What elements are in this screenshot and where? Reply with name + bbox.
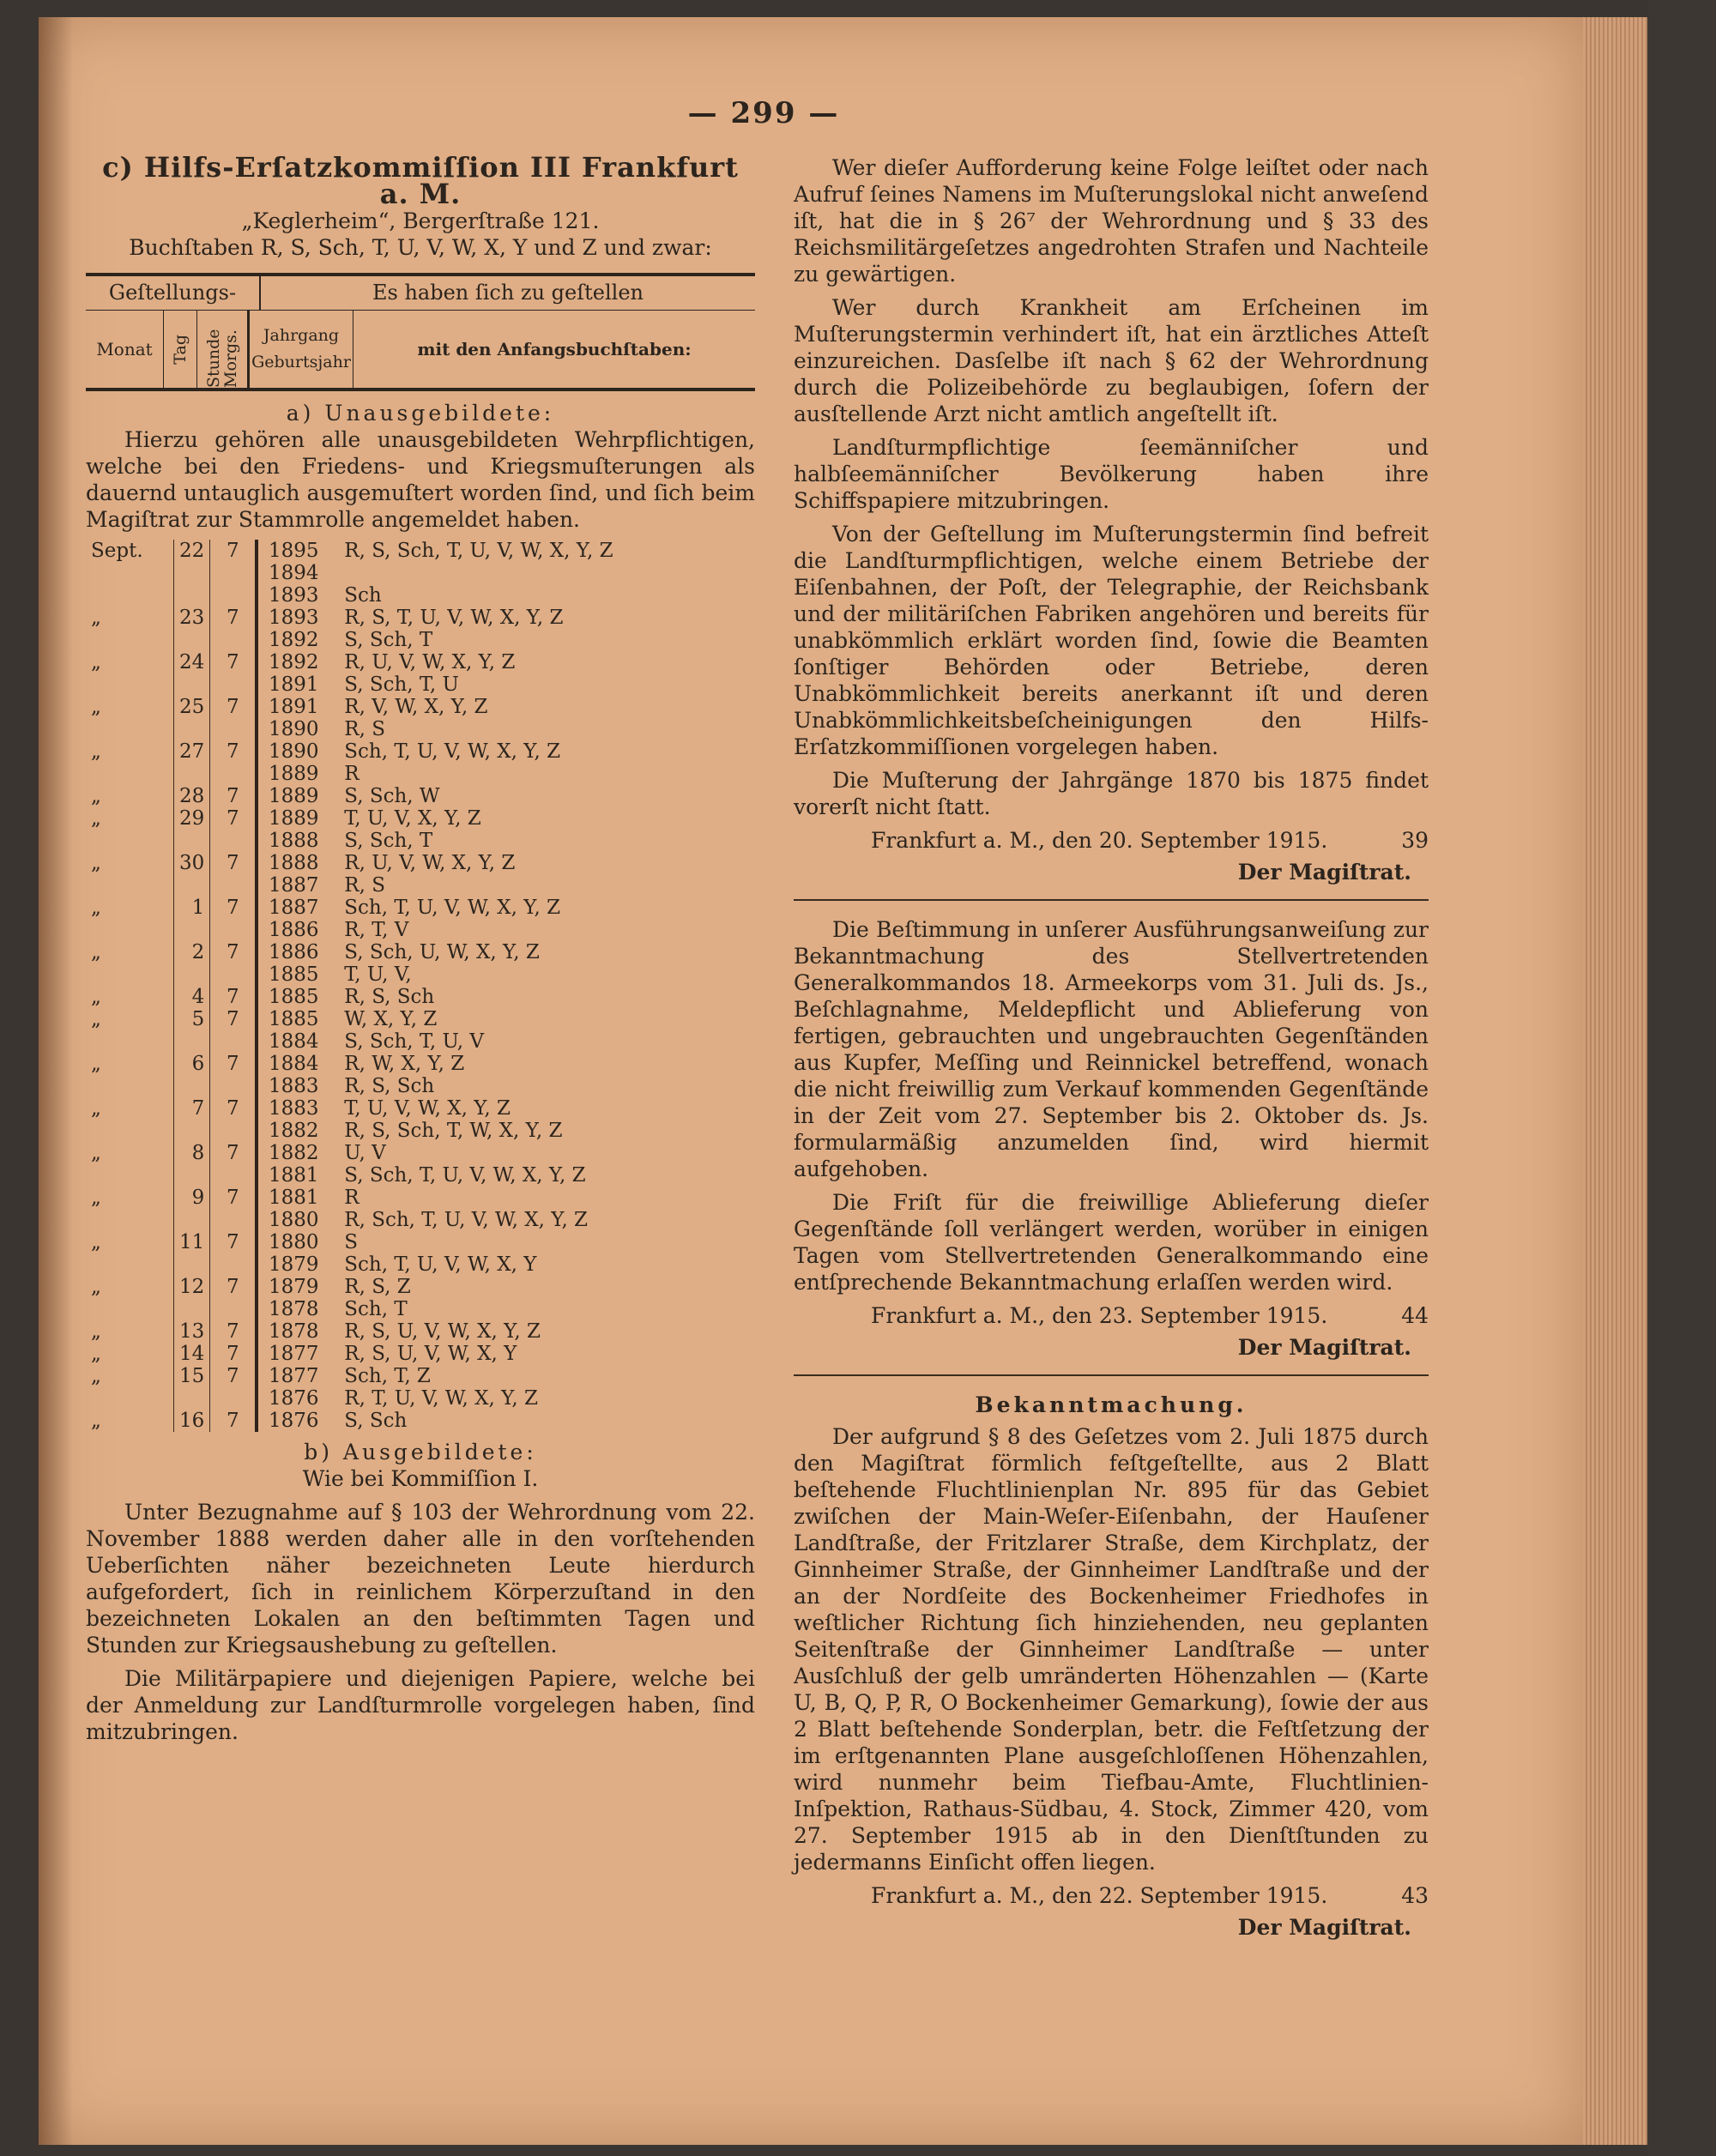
- row-letters: R, S, Sch, T, W, X, Y, Z: [344, 1120, 563, 1142]
- row-month: „: [91, 1053, 101, 1075]
- row-year: 1879: [269, 1253, 319, 1276]
- schedule-row: [86, 673, 619, 696]
- header-tag: Tag: [171, 334, 190, 365]
- row-hour: [210, 830, 257, 852]
- row-day: [174, 1387, 210, 1410]
- row-month: [86, 629, 174, 651]
- schedule-row: [86, 1276, 619, 1298]
- section-a-paragraph: Hierzu gehören alle unausgebildeten Wehrpflichtigen, welche bei den Friedens- und Kriegsmuſterungen als dauernd untauglich ausgemuſtert worden ſind, und ſich beim Magiſtrat zur Stammrolle angemeldet haben.: [86, 427, 755, 532]
- row-hour: 7: [210, 1097, 257, 1120]
- row-month: [86, 718, 174, 740]
- notice2-dateline: [794, 1302, 1429, 1329]
- row-hour: [210, 673, 257, 696]
- row-month: [86, 874, 174, 897]
- notice2-signature: Der Magiſtrat.: [1237, 1335, 1411, 1360]
- row-hour: 7: [210, 807, 257, 830]
- row-letters: R, U, V, W, X, Y, Z: [344, 852, 516, 874]
- row-day: 5: [174, 1008, 210, 1030]
- row-letters: R, W, X, Y, Z: [344, 1053, 465, 1075]
- row-hour: [210, 763, 257, 785]
- row-year: 1889: [269, 785, 319, 807]
- row-year: 1885: [269, 986, 319, 1008]
- row-hour: [210, 584, 257, 607]
- row-hour: [210, 919, 257, 941]
- commission-title: c) Hilfs-Erſatzkommiſſion III Frankfurt a. M.: [102, 151, 739, 210]
- row-month: „: [91, 740, 101, 763]
- section-b-subheading: Wie bei Kommiſſion I.: [302, 1466, 539, 1491]
- row-letters: R, S, Sch: [344, 986, 435, 1008]
- row-hour: 7: [210, 1008, 257, 1030]
- row-day: 12: [174, 1276, 210, 1298]
- header-es-haben: Es haben ſich zu geſtellen: [372, 281, 644, 305]
- row-day: 9: [174, 1187, 210, 1209]
- row-hour: 7: [210, 852, 257, 874]
- row-year: 1889: [269, 807, 319, 830]
- row-day: 1: [174, 897, 210, 919]
- row-day: 8: [174, 1142, 210, 1164]
- commission-location: „Keglerheim“, Bergerſtraße 121.: [241, 208, 600, 233]
- notice3-paragraph: Der aufgrund § 8 des Geſetzes vom 2. Juli 1875 durch den Magiſtrat förmlich feſtgeſtellte, aus 2 Blatt beſtehende Fluchtlinienplan Nr. 895 für das Gebiet zwiſchen der Main-Weſer-Eiſenbahn, der Hauſener Landſtraße, der Fritzlarer Straße, dem Kirchplatz, der Ginnheimer Straße, der Ginnheimer Landſtraße und der an der Nordſeite des Bockenheimer Friedhofes in weſtlicher Richtung ſich hinziehenden, neu geplanten Seitenſtraße der Ginnheimer Landſtraße — unter Ausſchluß der gelb umränderten Höhenzahlen — (Karte U, B, Q, P, R, O Bockenheimer Gemarkung), ſowie der aus 2 Blatt beſtehende Sonderplan, betr. die Feſtſetzung der im erſtgenannten Plane ausgeſchloſſenen Höhenzahlen, wird nunmehr beim Tiefbau-Amte, Fluchtlinien-Inſpektion, Rathaus-Südbau, 4. Stock, Zimmer 420, vom 27. September 1915 ab in den Dienſtſtunden zu jedermanns Einſicht offen liegen.: [794, 1424, 1429, 1875]
- row-letters: S, Sch, U, W, X, Y, Z: [344, 941, 540, 963]
- schedule-row: [86, 540, 619, 562]
- schedule-row: [86, 1365, 619, 1387]
- row-year: 1895: [269, 540, 319, 562]
- schedule-row: [86, 584, 619, 607]
- schedule-row: [86, 562, 619, 584]
- row-letters: T, U, V,: [344, 963, 412, 986]
- row-letters: Sch: [344, 584, 382, 607]
- row-month: [86, 1253, 174, 1276]
- row-hour: 7: [210, 1142, 257, 1164]
- schedule-row: [86, 696, 619, 718]
- schedule-row: [86, 785, 619, 807]
- notice3-date: Frankfurt a. M., den 22. September 1915.: [871, 1883, 1328, 1908]
- row-hour: [210, 1209, 257, 1231]
- row-letters: Sch, T, U, V, W, X, Y, Z: [344, 740, 561, 763]
- row-year: 1878: [269, 1320, 319, 1343]
- notice1-number: 39: [1401, 828, 1429, 853]
- row-hour: 7: [210, 1320, 257, 1343]
- schedule-header-row-2: [86, 311, 755, 388]
- row-letters: S: [344, 1231, 359, 1253]
- row-month: „: [91, 1231, 101, 1253]
- row-hour: [210, 1253, 257, 1276]
- row-month: [86, 763, 174, 785]
- row-month: [86, 1164, 174, 1187]
- row-year: 1889: [269, 763, 319, 785]
- row-letters: Sch, T, U, V, W, X, Y: [344, 1253, 537, 1276]
- schedule-row: [86, 718, 619, 740]
- row-letters: R, V, W, X, Y, Z: [344, 696, 488, 718]
- notice3-signature: Der Magiſtrat.: [1237, 1915, 1411, 1940]
- section-b-heading: b) Ausgebildete:: [304, 1440, 537, 1465]
- notice3-dateline: [794, 1882, 1429, 1909]
- row-month: [86, 1209, 174, 1231]
- row-year: 1884: [269, 1030, 319, 1053]
- row-month: „: [91, 1320, 101, 1343]
- row-hour: [210, 1387, 257, 1410]
- notice2-paragraph-1: Die Beſtimmung in unſerer Ausführungsanweiſung zur Bekanntmachung des Stellvertretenden Generalkommandos 18. Armeekorps vom 31. Juli ds. Js., Beſchlagnahme, Meldepflicht und Ablieferung von fertigen, gebrauchten und ungebrauchten Gegenſtänden aus Kupfer, Meſſing und Reinnickel betreffend, wonach die nicht freiwillig zum Verkauf kommenden Gegenſtände in der Zeit vom 27. September bis 2. Oktober ds. Js. formularmäßig anzumelden ſind, wird hiermit aufgehoben.: [794, 917, 1429, 1181]
- notice2-date: Frankfurt a. M., den 23. September 1915.: [871, 1303, 1328, 1328]
- schedule-row: [86, 1343, 619, 1365]
- row-year: 1891: [269, 696, 319, 718]
- row-hour: [210, 1164, 257, 1187]
- row-letters: Sch, T, Z: [344, 1365, 431, 1387]
- notice3-heading: Bekanntmachung.: [975, 1392, 1248, 1417]
- row-day: [174, 1209, 210, 1231]
- row-year: 1876: [269, 1387, 319, 1410]
- row-hour: 7: [210, 696, 257, 718]
- row-day: 29: [174, 807, 210, 830]
- row-letters: S, Sch, T, U, V, W, X, Y, Z: [344, 1164, 586, 1187]
- row-month: „: [91, 696, 101, 718]
- row-year: 1877: [269, 1365, 319, 1387]
- schedule-row: [86, 1053, 619, 1075]
- schedule-row: [86, 986, 619, 1008]
- row-year: 1879: [269, 1276, 319, 1298]
- row-month: [86, 1387, 174, 1410]
- row-letters: S, Sch, T, U, V: [344, 1030, 484, 1053]
- row-letters: R, T, V: [344, 919, 409, 941]
- row-day: [174, 1298, 210, 1320]
- page-number: — 299 —: [687, 96, 840, 130]
- row-day: 23: [174, 607, 210, 629]
- row-month: „: [91, 1008, 101, 1030]
- row-hour: [210, 562, 257, 584]
- row-hour: [210, 1030, 257, 1053]
- row-year: 1882: [269, 1120, 319, 1142]
- row-day: [174, 584, 210, 607]
- row-day: [174, 1030, 210, 1053]
- row-day: [174, 1253, 210, 1276]
- row-day: [174, 629, 210, 651]
- row-letters: R, S, U, V, W, X, Y, Z: [344, 1320, 541, 1343]
- row-hour: 7: [210, 897, 257, 919]
- row-hour: 7: [210, 1231, 257, 1253]
- row-day: 27: [174, 740, 210, 763]
- row-month: Sept.: [91, 540, 143, 562]
- row-day: [174, 1164, 210, 1187]
- row-month: „: [91, 897, 101, 919]
- row-year: 1881: [269, 1187, 319, 1209]
- schedule-row: [86, 1142, 619, 1164]
- row-year: 1878: [269, 1298, 319, 1320]
- row-day: 22: [174, 540, 210, 562]
- page-gutter-shadow: [39, 17, 73, 2145]
- notice1-paragraph-3: Landſturmpflichtige ſeemänniſcher und halbſeemänniſcher Bevölkerung haben ihre Schiffspapiere mitzubringen.: [794, 435, 1429, 513]
- right-column: [794, 154, 1429, 1941]
- row-letters: R, S: [344, 874, 385, 897]
- row-month: [86, 1120, 174, 1142]
- row-month: [86, 1298, 174, 1320]
- row-month: „: [91, 941, 101, 963]
- row-letters: S, Sch, W: [344, 785, 440, 807]
- row-hour: 7: [210, 651, 257, 673]
- header-stunde: Stunde Morgs.: [204, 329, 240, 388]
- row-year: 1888: [269, 830, 319, 852]
- notice1-date: Frankfurt a. M., den 20. September 1915.: [871, 828, 1328, 853]
- row-year: 1882: [269, 1142, 319, 1164]
- row-hour: [210, 718, 257, 740]
- row-day: 6: [174, 1053, 210, 1075]
- schedule-row: [86, 963, 619, 986]
- row-letters: T, U, V, X, Y, Z: [344, 807, 481, 830]
- schedule-row: [86, 941, 619, 963]
- schedule-row: [86, 1320, 619, 1343]
- row-letters: R, S: [344, 718, 385, 740]
- row-letters: R, S, U, V, W, X, Y: [344, 1343, 517, 1365]
- row-day: [174, 919, 210, 941]
- notice1-paragraph-4: Von der Geſtellung im Muſterungstermin ſind befreit die Landſturmpflichtigen, welche einem Betriebe der Eiſenbahnen, der Poſt, der Telegraphie, der Reichsbank und der militäriſchen Fabriken angehören und bereits für unabkömmlich erklärt worden ſind, ſowie die Beamten ſonſtiger Behörden oder Betriebe, deren Unabkömmlichkeit bereits anerkannt iſt und deren Unabkömmlichkeitsbeſcheinigungen den Hilfs-Erſatzkommiſſionen vorgelegen haben.: [794, 522, 1429, 759]
- row-letters: R, S, T, U, V, W, X, Y, Z: [344, 607, 564, 629]
- left-column: [86, 151, 755, 1752]
- row-month: „: [91, 607, 101, 629]
- row-month: [86, 584, 174, 607]
- row-day: [174, 763, 210, 785]
- notice2-paragraph-2: Die Friſt für die freiwillige Ablieferung dieſer Gegenſtände ſoll verlängert werden, worüber in einigen Tagen vom Stellvertretenden Generalkommando eine entſprechende Bekanntmachung erlaſſen werden wird.: [794, 1190, 1429, 1295]
- row-letters: S, Sch, T, U: [344, 673, 459, 696]
- schedule-header: [86, 273, 755, 391]
- divider-2: [794, 1374, 1429, 1376]
- row-month: „: [91, 807, 101, 830]
- schedule-row: [86, 1187, 619, 1209]
- row-day: [174, 963, 210, 986]
- notice3-number: 43: [1401, 1883, 1429, 1908]
- row-month: „: [91, 1187, 101, 1209]
- schedule-row: [86, 1298, 619, 1320]
- notice1-paragraph-1: Wer dieſer Aufforderung keine Folge leiſtet oder nach Aufruf ſeines Namens im Muſterungslokal nicht anweſend iſt, hat die in § 26⁷ der Wehrordnung und § 33 des Reichsmilitärgeſetzes angedrohten Strafen und Nachteile zu gewärtigen.: [794, 155, 1429, 287]
- schedule-row: [86, 1410, 619, 1432]
- row-day: [174, 1120, 210, 1142]
- row-day: 28: [174, 785, 210, 807]
- row-day: [174, 718, 210, 740]
- schedule-row: [86, 1008, 619, 1030]
- row-letters: U, V: [344, 1142, 386, 1164]
- row-letters: [329, 562, 618, 584]
- row-month: „: [91, 1276, 101, 1298]
- row-month: „: [91, 1410, 101, 1432]
- row-letters: Sch, T, U, V, W, X, Y, Z: [344, 897, 561, 919]
- row-day: 25: [174, 696, 210, 718]
- schedule-row: [86, 1209, 619, 1231]
- row-month: [86, 919, 174, 941]
- row-day: 15: [174, 1365, 210, 1387]
- row-month: „: [91, 1365, 101, 1387]
- page-stack-edge: [1583, 17, 1647, 2145]
- row-hour: 7: [210, 785, 257, 807]
- row-hour: [210, 1120, 257, 1142]
- row-hour: [210, 963, 257, 986]
- row-hour: [210, 1075, 257, 1097]
- row-day: [174, 874, 210, 897]
- schedule-row: [86, 1231, 619, 1253]
- row-day: [174, 830, 210, 852]
- row-letters: R, S, Sch, T, U, V, W, X, Y, Z: [344, 540, 613, 562]
- row-day: 24: [174, 651, 210, 673]
- row-month: „: [91, 1142, 101, 1164]
- schedule-header-row-1: [86, 276, 755, 311]
- row-year: 1893: [269, 607, 319, 629]
- row-month: [86, 830, 174, 852]
- row-month: „: [91, 1343, 101, 1365]
- schedule-row: [86, 1120, 619, 1142]
- row-letters: R, T, U, V, W, X, Y, Z: [344, 1387, 538, 1410]
- row-month: „: [91, 785, 101, 807]
- row-letters: R: [344, 1187, 360, 1209]
- schedule-row: [86, 874, 619, 897]
- row-day: 7: [174, 1097, 210, 1120]
- row-day: 16: [174, 1410, 210, 1432]
- row-month: „: [91, 986, 101, 1008]
- row-hour: 7: [210, 1410, 257, 1432]
- row-day: 13: [174, 1320, 210, 1343]
- schedule-row: [86, 919, 619, 941]
- row-year: 1880: [269, 1209, 319, 1231]
- row-month: „: [91, 651, 101, 673]
- row-letters: S, Sch: [344, 1410, 408, 1432]
- row-year: 1890: [269, 740, 319, 763]
- book-cover-edge: [1647, 0, 1716, 2156]
- row-hour: 7: [210, 986, 257, 1008]
- row-hour: [210, 874, 257, 897]
- schedule-row: [86, 740, 619, 763]
- row-year: 1892: [269, 651, 319, 673]
- row-hour: [210, 1298, 257, 1320]
- schedule-table: [86, 540, 619, 1432]
- row-day: 14: [174, 1343, 210, 1365]
- row-year: 1883: [269, 1075, 319, 1097]
- schedule-row: [86, 830, 619, 852]
- notice1-signature: Der Magiſtrat.: [1237, 860, 1411, 885]
- row-year: 1884: [269, 1053, 319, 1075]
- row-letters: S, Sch, T: [344, 629, 433, 651]
- row-day: [174, 1075, 210, 1097]
- schedule-row: [86, 1030, 619, 1053]
- row-year: 1891: [269, 673, 319, 696]
- schedule-row: [86, 629, 619, 651]
- row-letters: R, S, Sch: [344, 1075, 435, 1097]
- row-letters: R, Sch, T, U, V, W, X, Y, Z: [344, 1209, 589, 1231]
- section-a-heading: a) Unausgebildete:: [286, 401, 555, 426]
- row-letters: Sch, T: [344, 1298, 408, 1320]
- schedule-row: [86, 1253, 619, 1276]
- row-year: 1885: [269, 963, 319, 986]
- row-day: 30: [174, 852, 210, 874]
- schedule-row: [86, 1075, 619, 1097]
- row-letters: T, U, V, W, X, Y, Z: [344, 1097, 511, 1120]
- row-year: 1892: [269, 629, 319, 651]
- row-day: 11: [174, 1231, 210, 1253]
- row-month: [86, 562, 174, 584]
- row-year: 1881: [269, 1164, 319, 1187]
- row-day: 4: [174, 986, 210, 1008]
- row-year: 1893: [269, 584, 319, 607]
- row-letters: W, X, Y, Z: [344, 1008, 438, 1030]
- header-jahrgang: Jahrgang Geburtsjahr: [250, 311, 353, 388]
- row-month: [86, 1030, 174, 1053]
- row-month: „: [91, 1097, 101, 1120]
- row-letters: R: [344, 763, 360, 785]
- schedule-row: [86, 1097, 619, 1120]
- row-hour: 7: [210, 540, 257, 562]
- notice1-dateline: [794, 827, 1429, 854]
- row-hour: 7: [210, 1365, 257, 1387]
- schedule-row: [86, 807, 619, 830]
- row-hour: 7: [210, 607, 257, 629]
- row-day: [174, 673, 210, 696]
- schedule-row: [86, 651, 619, 673]
- schedule-row: [86, 852, 619, 874]
- divider-1: [794, 899, 1429, 901]
- row-hour: [210, 629, 257, 651]
- schedule-row: [86, 897, 619, 919]
- notice1-paragraph-5: Die Muſterung der Jahrgänge 1870 bis 1875 findet vorerſt nicht ſtatt.: [794, 768, 1429, 819]
- row-day: [174, 562, 210, 584]
- row-year: 1883: [269, 1097, 319, 1120]
- row-year: 1886: [269, 941, 319, 963]
- section-b-paragraph-1: Unter Bezugnahme auf § 103 der Wehrordnung vom 22. November 1888 werden daher alle in den vorſtehenden Ueberſichten näher bezeichneten Leute hierdurch aufgefordert, ſich in reinlichem Körperzuſtand in den bezeichneten Lokalen an den beſtimmten Tagen und Stunden zur Kriegsaushebung zu geſtellen.: [86, 1500, 755, 1658]
- row-month: [86, 1075, 174, 1097]
- commission-letters: Buchſtaben R, S, Sch, T, U, V, W, X, Y und Z und zwar:: [129, 235, 712, 260]
- row-hour: 7: [210, 1343, 257, 1365]
- row-year: 1894: [269, 562, 319, 584]
- row-hour: 7: [210, 941, 257, 963]
- header-gestellungs: Geſtellungs-: [86, 276, 261, 310]
- row-day: 2: [174, 941, 210, 963]
- row-year: 1885: [269, 1008, 319, 1030]
- schedule-row: [86, 1387, 619, 1410]
- row-month: [86, 673, 174, 696]
- row-month: „: [91, 852, 101, 874]
- row-year: 1887: [269, 897, 319, 919]
- row-year: 1888: [269, 852, 319, 874]
- notice1-paragraph-2: Wer durch Krankheit am Erſcheinen im Muſterungstermin verhindert iſt, hat ein ärztliches Atteſt einzureichen. Dasſelbe iſt nach § 62 der Wehrordnung durch die Polizeibehörde zu beglaubigen, ſofern der ausſtellende Arzt nicht amtlich angeſtellt iſt.: [794, 295, 1429, 426]
- row-year: 1886: [269, 919, 319, 941]
- row-month: [86, 963, 174, 986]
- schedule-row: [86, 763, 619, 785]
- row-year: 1890: [269, 718, 319, 740]
- header-monat: Monat: [86, 311, 164, 388]
- row-hour: 7: [210, 1053, 257, 1075]
- header-anfangsbuchstaben: mit den Anfangsbuchſtaben:: [417, 338, 692, 359]
- schedule-row: [86, 1164, 619, 1187]
- row-year: 1877: [269, 1343, 319, 1365]
- row-year: 1887: [269, 874, 319, 897]
- row-year: 1876: [269, 1410, 319, 1432]
- schedule-row: [86, 607, 619, 629]
- row-year: 1880: [269, 1231, 319, 1253]
- section-b-paragraph-2: Die Militärpapiere und diejenigen Papiere, welche bei der Anmeldung zur Landſturmrolle vorgelegen haben, ſind mitzubringen.: [86, 1666, 755, 1744]
- notice2-number: 44: [1401, 1303, 1429, 1328]
- row-letters: R, S, Z: [344, 1276, 411, 1298]
- row-letters: S, Sch, T: [344, 830, 433, 852]
- row-hour: 7: [210, 1187, 257, 1209]
- row-letters: R, U, V, W, X, Y, Z: [344, 651, 516, 673]
- row-hour: 7: [210, 740, 257, 763]
- row-hour: 7: [210, 1276, 257, 1298]
